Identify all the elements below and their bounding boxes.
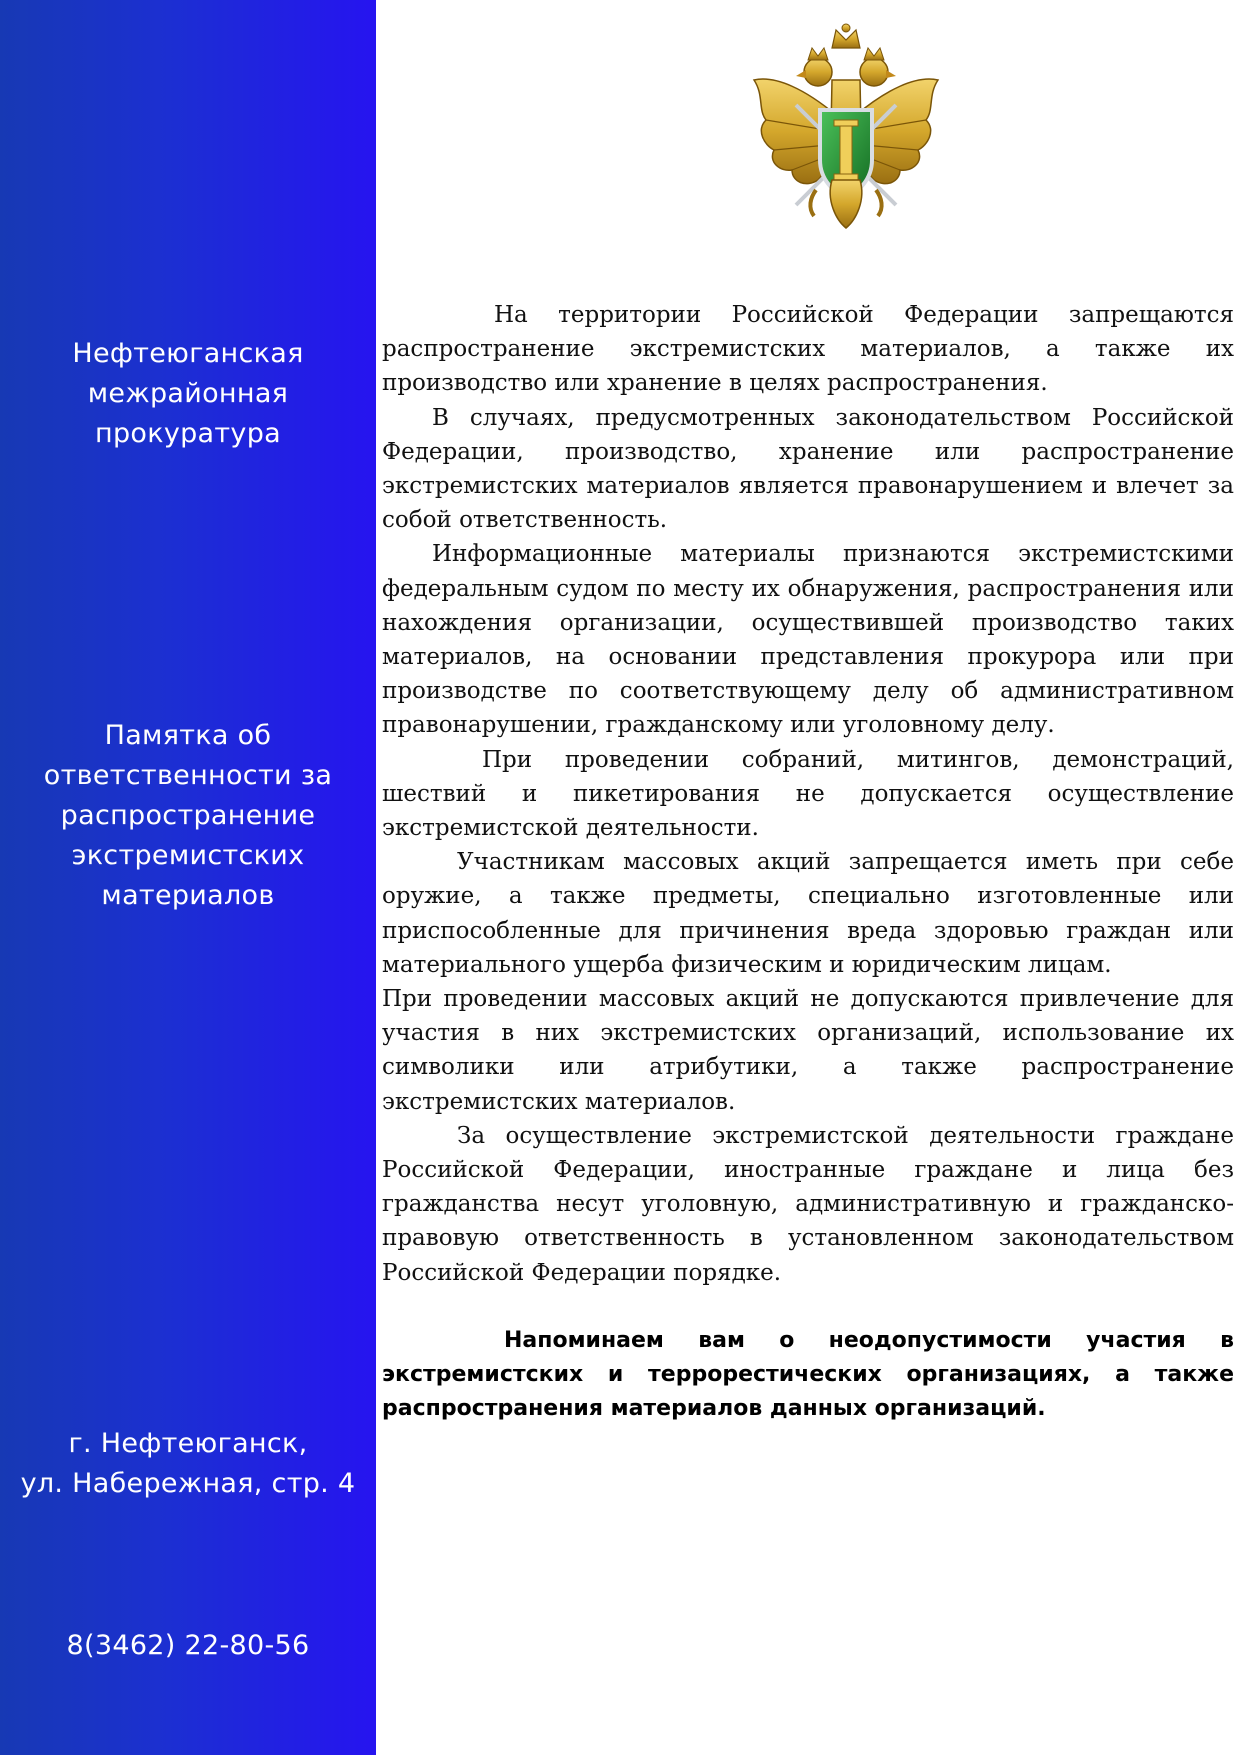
address-line: ул. Набережная, стр. 4 [20, 1468, 356, 1499]
sidebar-panel [0, 0, 376, 1755]
organization-name [0, 334, 376, 454]
organization-name-line: прокуратура [95, 418, 281, 449]
reminder-notice: Напоминаем вам о неодопустимости участия в экстремистских и террорестических организациях, а также распространения материалов данных организаций. [382, 1327, 1234, 1421]
phone-number [0, 1626, 376, 1666]
memo-title-line: Памятка об [104, 720, 272, 751]
prosecutor-emblem-icon [736, 20, 956, 240]
organization-name-line: межрайонная [87, 378, 289, 409]
body-paragraph: На территории Российской Федерации запрещаются распространение экстремистских материалов, а также их производство или хранение в целях распространения. [382, 302, 1234, 397]
address [0, 1424, 376, 1504]
phone-number-text: 8(3462) 22-80-56 [66, 1630, 310, 1661]
body-paragraph: В случаях, предусмотренных законодательством Российской Федерации, производство, хранение или распространение экстремистских материалов является правонарушением и влечет за собой ответственность. [382, 404, 1234, 534]
memo-title-line: материалов [101, 880, 275, 911]
memo-title-line: ответственности за [43, 760, 333, 791]
body-paragraph: При проведении массовых акций не допускаются привлечение для участия в них экстремистских организаций, использование их символики или атрибутики, а также распространение экстремистских материалов. [382, 986, 1234, 1115]
memo-title-line: распространение [60, 800, 316, 831]
memo-title [0, 716, 376, 916]
address-line: г. Нефтеюганск, [68, 1428, 308, 1459]
body-paragraph: Участникам массовых акций запрещается иметь при себе оружие, а также предметы, специально изготовленные или приспособленные для причинения вреда здоровью граждан или материального ущерба физическим и юридическим лицам. [382, 849, 1234, 978]
memo-body [382, 298, 1234, 1426]
body-paragraph: При проведении собраний, митингов, демонстраций, шествий и пикетирования не допускается осуществление экстремистской деятельности. [382, 746, 1234, 842]
memo-title-line: экстремистских [71, 840, 305, 871]
body-paragraph: За осуществление экстремистской деятельности граждане Российской Федерации, иностранные граждане и лица без гражданства несут уголовную, административную и гражданско-правовую ответственность в установленном законодательством Российской Федерации порядке. [382, 1122, 1234, 1286]
organization-name-line: Нефтеюганская [72, 338, 304, 369]
body-paragraph: Информационные материалы признаются экстремистскими федеральным судом по месту их обнаружения, распространения или нахождения организации, осуществившей производство таких материалов, на основании представления прокурора или при производстве по соответствующему делу об административном правонарушении, гражданскому или уголовному делу. [382, 541, 1234, 739]
